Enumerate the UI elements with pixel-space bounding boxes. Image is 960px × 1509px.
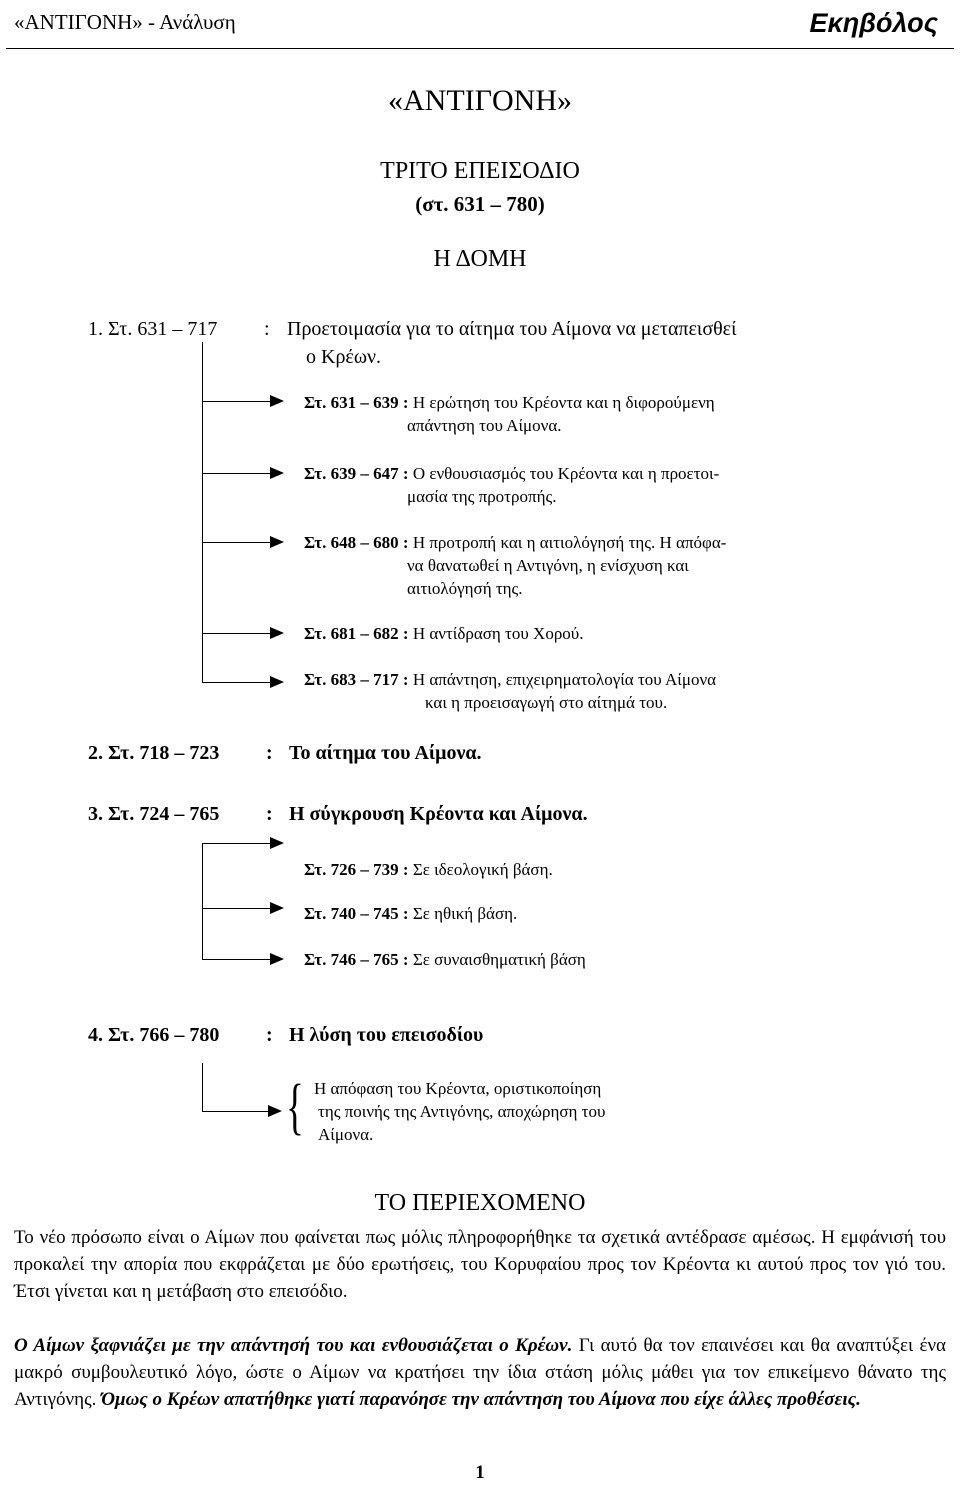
note-line: Η απόφαση του Κρέοντα, οριστικοποίηση — [314, 1079, 602, 1098]
section-4-note — [314, 1077, 605, 1146]
section-4-label: 4. Στ. 766 – 780 — [88, 1024, 220, 1046]
episode-title: ΤΡΙΤΟ ΕΠΕΙΣΟΔΙΟ — [380, 158, 580, 184]
subsection-text: Η προτροπή και η αιτιολόγησή της. Η απόφα- — [412, 533, 727, 552]
section-2-label: 2. Στ. 718 – 723 — [88, 742, 220, 764]
arrow-right-icon — [270, 953, 284, 965]
arrow-right-icon — [270, 467, 284, 479]
subsection-text-cont: μασία της προτροπής. — [407, 487, 557, 506]
work-title: «ΑΝΤΙΓΟΝΗ» — [388, 84, 572, 117]
section-3-tree-line — [202, 843, 203, 959]
section-4-tree-line — [202, 1063, 203, 1111]
arrow-right-icon — [270, 837, 284, 849]
branch-line — [202, 843, 270, 844]
branch-line — [202, 473, 270, 474]
subsection-item — [304, 531, 726, 600]
subsection-item — [304, 902, 517, 925]
section-2-colon: : — [266, 742, 273, 764]
subsection-text-cont: να θανατωθεί η Αντιγόνη, η ενίσχυση και — [407, 556, 689, 575]
subsection-item — [304, 948, 586, 971]
subsection-item — [304, 668, 716, 714]
subsection-item — [304, 858, 553, 881]
section-3-colon: : — [266, 803, 273, 825]
branch-line — [202, 682, 270, 683]
subsection-text: Η αντίδραση του Χορού. — [412, 624, 584, 643]
subsection-label: Στ. 681 – 682 : — [304, 624, 409, 643]
emphasis-text: Όμως ο Κρέων απατήθηκε γιατί παρανόησε την απάντηση του Αίμονα που είχε άλλες προθέσεις. — [101, 1389, 861, 1410]
subsection-text: Η ερώτηση του Κρέοντα και η διφορούμενη — [412, 393, 715, 412]
arrow-right-icon — [268, 1105, 282, 1117]
branch-line — [202, 959, 270, 960]
section-3-label: 3. Στ. 724 – 765 — [88, 803, 220, 825]
section-2-text: Το αίτημα του Αίμονα. — [289, 742, 482, 764]
subsection-label: Στ. 683 – 717 : — [304, 670, 409, 689]
content-paragraph-2 — [14, 1332, 946, 1413]
subsection-label: Στ. 726 – 739 : — [304, 860, 409, 879]
branch-line — [202, 908, 270, 909]
section-1-text-cont: ο Κρέων. — [306, 346, 382, 368]
curly-brace-icon: { — [285, 1073, 304, 1141]
subsection-text: Η απάντηση, επιχειρηματολογία του Αίμονα — [412, 670, 717, 689]
arrow-right-icon — [270, 676, 284, 688]
subsection-label: Στ. 746 – 765 : — [304, 950, 409, 969]
paragraph-text: Γι αυτό θα τον επαινέσει και θα αναπτύξει ένα μακρό συμβουλευτικό λόγο, ώστε ο Αίμων να κρατήσει την ίδια στάση μόλις μάθει για τον επικείμενο θάνατο της Αντιγόνης. — [14, 1335, 946, 1410]
page-number: 1 — [475, 1462, 485, 1483]
subsection-text-cont: απάντηση του Αίμονα. — [407, 416, 562, 435]
arrow-right-icon — [270, 395, 284, 407]
header-title: «ΑΝΤΙΓΟΝΗ» - Ανάλυση — [14, 10, 236, 34]
branch-line — [202, 633, 270, 634]
structure-title: Η ΔΟΜΗ — [433, 246, 527, 272]
paragraph-text: Το νέο πρόσωπο είναι ο Αίμων που φαίνεται πως μόλις πληροφορήθηκε τα σχετικά αντέδρασε αμέσως. Η εμφάνισή του προκαλεί την απορία που εκφράζεται με δύο ερωτήσεις, του Κορυφαίου προς τον Κρέοντα κι αυτού προς τον γιό του. Έτσι γίνεται και η μετάβαση στο επεισόδιο. — [14, 1227, 946, 1302]
note-line: της ποινής της Αντιγόνης, αποχώρηση του — [318, 1102, 606, 1121]
subsection-label: Στ. 740 – 745 : — [304, 904, 409, 923]
section-1-label: 1. Στ. 631 – 717 — [88, 318, 218, 340]
section-1-colon: : — [264, 318, 270, 340]
section-1-tree-line — [202, 342, 203, 682]
section-1-text: Προετοιμασία για το αίτημα του Αίμονα να μεταπεισθεί — [287, 318, 737, 340]
content-paragraph-1 — [14, 1224, 946, 1305]
subsection-item — [304, 391, 715, 437]
arrow-right-icon — [270, 902, 284, 914]
arrow-right-icon — [270, 627, 284, 639]
emphasis-text: Ο Αίμων ξαφνιάζει με την απάντησή του και ενθουσιάζεται ο Κρέων. — [14, 1335, 573, 1356]
header-author: Εκηβόλος — [809, 8, 938, 38]
subsection-label: Στ. 648 – 680 : — [304, 533, 409, 552]
subsection-text-cont: αιτιολόγησή της. — [407, 579, 523, 598]
subsection-text: Σε ιδεολογική βάση. — [412, 860, 553, 879]
verses-range: (στ. 631 – 780) — [415, 192, 545, 216]
section-4-colon: : — [266, 1024, 273, 1046]
content-title: ΤΟ ΠΕΡΙΕΧΟΜΕΝΟ — [374, 1190, 586, 1216]
subsection-text-cont: και η προεισαγωγή στο αίτημά του. — [425, 693, 668, 712]
section-3-text: Η σύγκρουση Κρέοντα και Αίμονα. — [289, 803, 588, 825]
subsection-text: Σε ηθική βάση. — [412, 904, 518, 923]
subsection-item — [304, 462, 719, 508]
note-line: Αίμονα. — [318, 1125, 374, 1144]
branch-line — [202, 1111, 268, 1112]
subsection-label: Στ. 639 – 647 : — [304, 464, 409, 483]
branch-line — [202, 542, 270, 543]
subsection-item — [304, 622, 583, 645]
header-divider — [6, 48, 954, 49]
subsection-text: Σε συναισθηματική βάση — [412, 950, 586, 969]
branch-line — [202, 401, 270, 402]
arrow-right-icon — [270, 536, 284, 548]
section-4-text: Η λύση του επεισοδίου — [289, 1024, 484, 1046]
subsection-text: Ο ενθουσιασμός του Κρέοντα και η προετοι- — [412, 464, 720, 483]
subsection-label: Στ. 631 – 639 : — [304, 393, 409, 412]
